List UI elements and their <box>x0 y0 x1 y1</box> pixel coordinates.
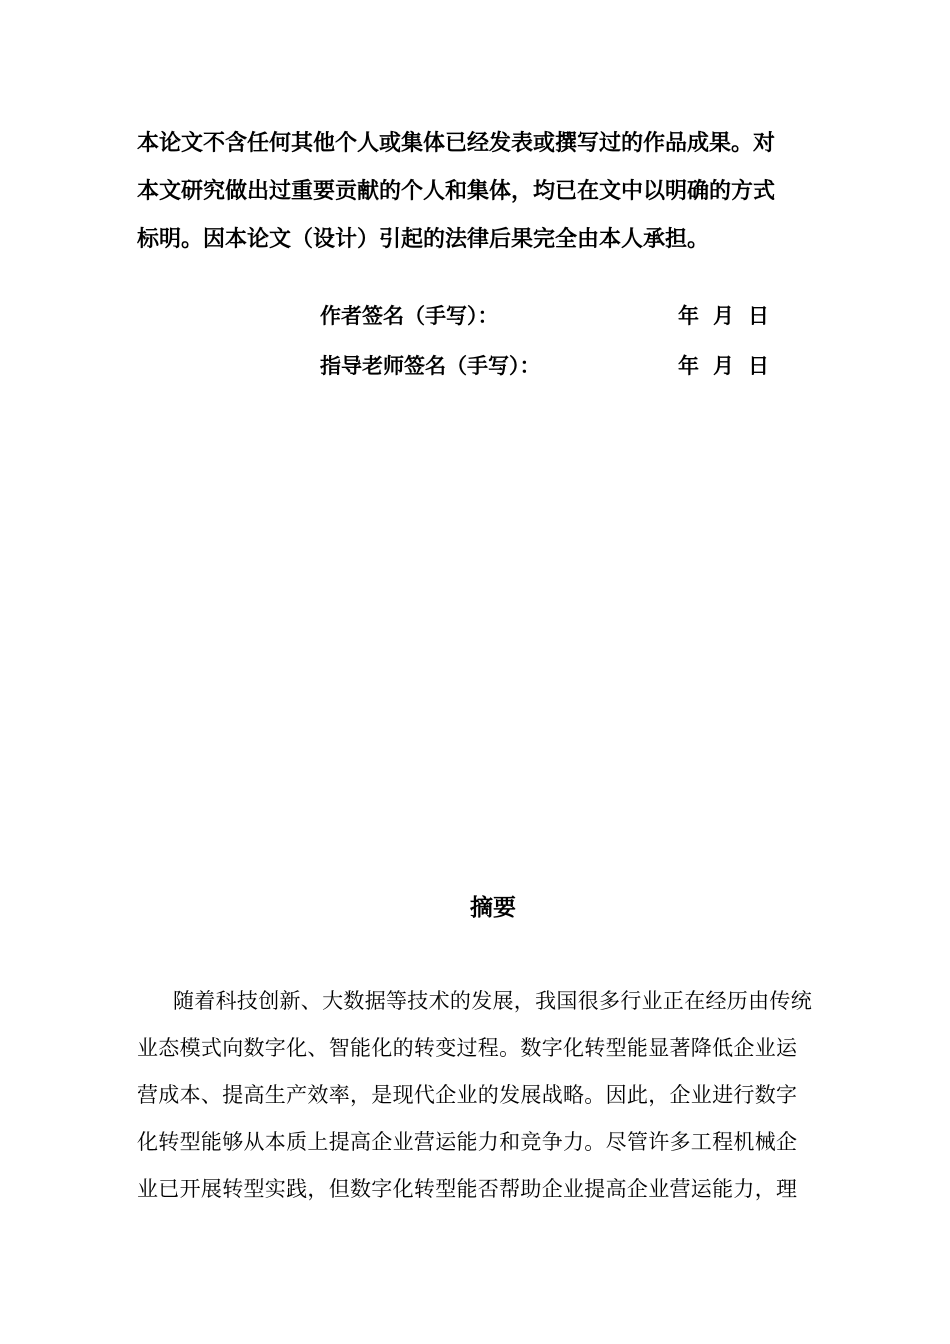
declaration-line: 本文研究做出过重要贡献的个人和集体，均已在文中以明确的方式 <box>137 179 776 204</box>
author-signature-row <box>320 301 780 331</box>
abstract-line: 化转型能够从本质上提高企业营运能力和竞争力。尽管许多工程机械企 <box>137 1130 798 1154</box>
year-label: 年 <box>678 354 699 378</box>
advisor-signature-label: 指导老师签名（手写）： <box>320 354 541 378</box>
originality-declaration <box>137 120 837 264</box>
abstract-heading: 摘要 <box>470 895 516 921</box>
abstract-line: 业已开展转型实践，但数字化转型能否帮助企业提高企业营运能力，理 <box>137 1177 798 1201</box>
abstract-line: 业态模式向数字化、智能化的转变过程。数字化转型能显著降低企业运 <box>137 1036 798 1060</box>
day-label: 日 <box>748 304 769 328</box>
declaration-line: 标明。因本论文（设计）引起的法律后果完全由本人承担。 <box>137 227 710 252</box>
author-signature-date <box>678 301 783 331</box>
abstract-body <box>137 978 857 1213</box>
advisor-signature-date <box>678 351 783 381</box>
author-signature-label: 作者签名（手写）： <box>320 304 499 328</box>
month-label: 月 <box>713 304 734 328</box>
month-label: 月 <box>713 354 734 378</box>
declaration-line: 本论文不含任何其他个人或集体已经发表或撰写过的作品成果。对 <box>137 131 776 156</box>
day-label: 日 <box>748 354 769 378</box>
advisor-signature-row <box>320 351 780 381</box>
year-label: 年 <box>678 304 699 328</box>
abstract-line: 随着科技创新、大数据等技术的发展，我国很多行业正在经历由传统 <box>173 989 812 1013</box>
abstract-line: 营成本、提高生产效率，是现代企业的发展战略。因此，企业进行数字 <box>137 1083 798 1107</box>
